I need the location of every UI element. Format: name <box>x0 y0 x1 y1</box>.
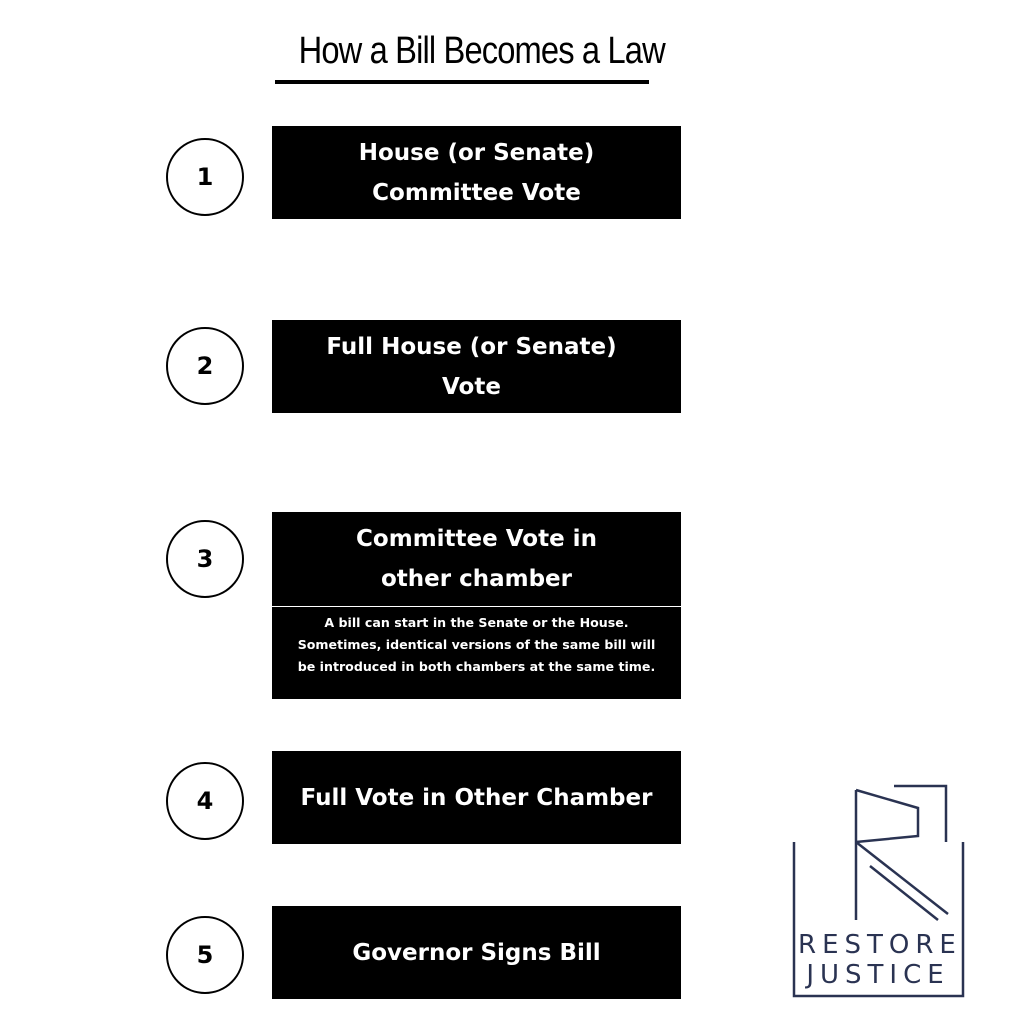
step-5-label: Governor Signs Bill <box>352 939 601 966</box>
step-3-number-circle: 3 <box>166 520 244 598</box>
title-underline <box>275 80 649 84</box>
step-3-label-line2: other chamber <box>380 566 573 592</box>
step-4-number-circle: 4 <box>166 762 244 840</box>
step-3-label-line1: Committee Vote in <box>356 526 597 552</box>
logo-text-line1: RESTORE <box>798 930 962 960</box>
logo-text-line2: JUSTICE <box>806 960 950 990</box>
step-1-label-line2: Committee Vote <box>372 179 581 206</box>
step-3-note: A bill can start in the Senate or the House. Sometimes, identical versions of the same bill will be introduced in both chambers at the same time. <box>272 606 681 699</box>
step-5-box <box>272 906 681 999</box>
step-2-label-line2: Vote <box>442 373 501 400</box>
step-3-box <box>272 512 681 606</box>
step-4-label: Full Vote in Other Chamber <box>300 784 653 811</box>
step-4-box <box>272 751 681 844</box>
step-2-box <box>272 320 681 413</box>
step-5-number-circle: 5 <box>166 916 244 994</box>
step-2-number-circle: 2 <box>166 327 244 405</box>
step-2-label-line1: Full House (or Senate) <box>326 333 617 360</box>
step-1-label-line1: House (or Senate) <box>358 139 595 166</box>
step-1-number-circle: 1 <box>166 138 244 216</box>
page-title: How a Bill Becomes a Law <box>298 30 665 72</box>
step-1-box <box>272 126 681 219</box>
